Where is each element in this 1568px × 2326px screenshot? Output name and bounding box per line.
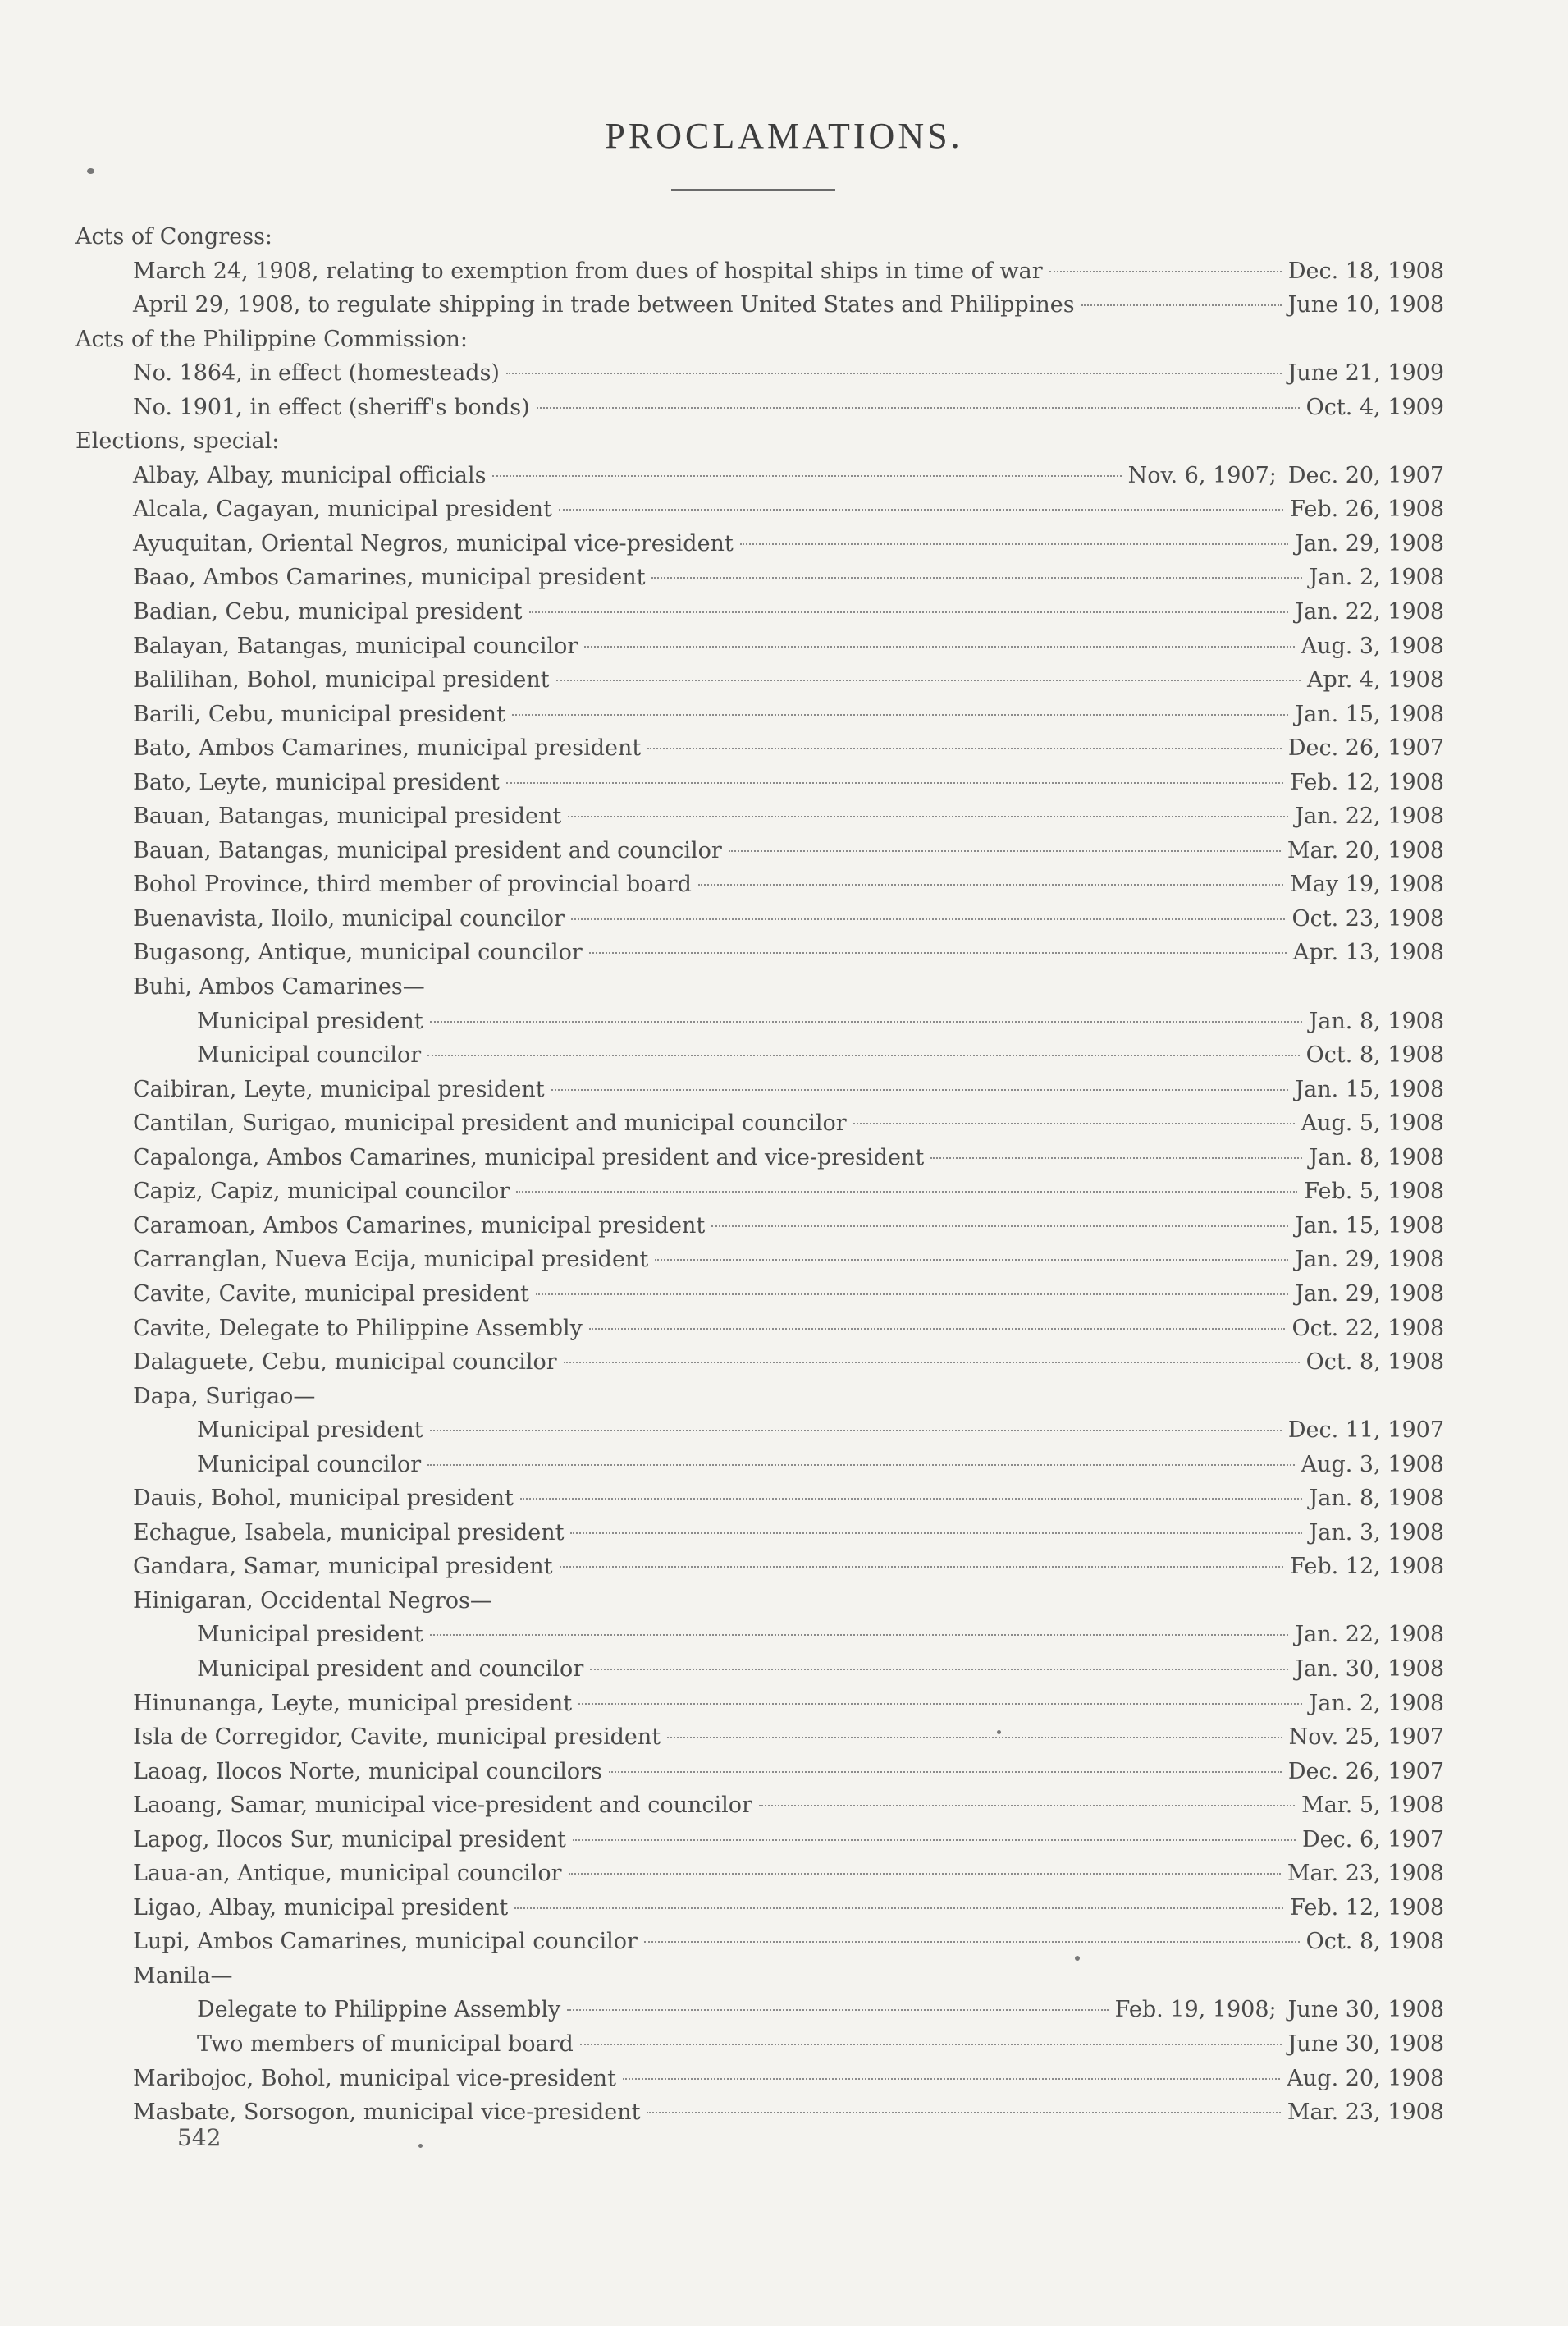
dot-leader [564,1362,1300,1363]
entry-label: Municipal president [197,1008,423,1034]
entry-label: Laoag, Ilocos Norte, municipal councilors [133,1758,602,1784]
dot-leader [571,918,1286,920]
list-item [75,902,1444,936]
list-item [75,1584,1444,1619]
entry-label: Cavite, Cavite, municipal president [133,1280,529,1307]
list-item [75,799,1444,834]
entry-label: Bauan, Batangas, municipal president [133,804,562,830]
list-item [75,630,1444,664]
list-item [75,1005,1444,1039]
list-item [75,1652,1444,1687]
entry-label: Caibiran, Leyte, municipal president [133,1076,545,1102]
dot-leader [1049,271,1282,272]
dot-leader [537,407,1300,409]
entry-date: Jan. 30, 1908 [1295,1655,1444,1682]
entry-label: Carranglan, Nueva Ecija, municipal president [133,1247,649,1273]
dot-leader [609,1771,1282,1773]
list-item [75,527,1444,561]
dot-leader [651,577,1302,579]
entry-date: Jan. 3, 1908 [1309,1519,1444,1545]
entry-label: Hinigaran, Occidental Negros— [133,1587,492,1614]
entry-label: Barili, Cebu, municipal president [133,701,505,727]
entry-label: Laua-an, Antique, municipal councilor [133,1861,562,1887]
entry-date: Oct. 8, 1908 [1305,1929,1444,1955]
list-item [75,936,1444,970]
scan-speck [87,168,94,174]
dot-leader [759,1805,1295,1806]
entry-date: Feb. 12, 1908 [1290,1554,1444,1580]
dot-leader [506,373,1282,374]
entry-date: Jan. 29, 1908 [1295,1247,1444,1273]
dot-leader [698,884,1283,886]
dot-leader [512,714,1288,716]
entry-label: Dapa, Surigao— [133,1383,316,1409]
entry-date: Oct. 8, 1908 [1305,1042,1444,1069]
dot-leader [647,2112,1280,2113]
list-item [75,288,1444,323]
list-item [75,1243,1444,1277]
entry-date: Jan. 8, 1908 [1309,1008,1444,1034]
entry-date: Dec. 11, 1907 [1287,1417,1444,1444]
dot-leader [570,1532,1302,1534]
dot-leader [568,816,1288,817]
list-item [75,970,1444,1005]
list-item [75,1550,1444,1584]
entry-label: Municipal councilor [197,1042,422,1069]
entry-label: No. 1864, in effect (homesteads) [133,360,500,387]
entry-date: Jan. 22, 1908 [1295,804,1444,830]
dot-leader [430,1634,1289,1636]
entry-date: Jan. 15, 1908 [1295,1212,1444,1239]
entry-date: May 19, 1908 [1290,872,1444,898]
entry-label: Baao, Ambos Camarines, municipal president [133,565,646,591]
list-item [75,1174,1444,1209]
scan-speck [1075,1956,1080,1961]
list-item [75,1073,1444,1107]
entry-label: Bugasong, Antique, municipal councilor [133,940,583,966]
entry-date: Jan. 2, 1908 [1309,565,1444,591]
proclamations-list [75,220,1444,2130]
list-item [75,1516,1444,1550]
entry-label: Echague, Isabela, municipal president [133,1519,565,1545]
entry-label: Alcala, Cagayan, municipal president [133,497,552,523]
entry-label: April 29, 1908, to regulate shipping in trade between United States and Philippines [133,292,1075,318]
entry-label: Manila— [133,1962,233,1989]
dot-leader [711,1225,1288,1227]
dot-leader [529,611,1289,613]
entry-label: Caramoan, Ambos Camarines, municipal president [133,1212,706,1239]
dot-leader [729,850,1281,852]
entry-label: Dalaguete, Cebu, municipal councilor [133,1349,557,1376]
dot-leader [536,1293,1288,1295]
entry-label: Gandara, Samar, municipal president [133,1554,553,1580]
list-item [75,1857,1444,1891]
dot-leader [514,1907,1283,1909]
entry-date: Jan. 22, 1908 [1295,1622,1444,1648]
entry-label: Bohol Province, third member of provincial board [133,872,692,898]
list-item [75,254,1444,289]
entry-date: June 10, 1908 [1287,292,1444,318]
list-item [75,1687,1444,1721]
entry-label: Balayan, Batangas, municipal councilor [133,633,578,659]
entry-date: Mar. 23, 1908 [1287,2099,1444,2126]
scan-speck [997,1730,1001,1734]
entry-date: Aug. 3, 1908 [1301,1451,1444,1477]
dot-leader [589,952,1287,954]
dot-leader [740,543,1288,545]
list-item [75,459,1444,493]
list-item [75,868,1444,902]
list-item [75,1380,1444,1414]
entry-date: Dec. 18, 1908 [1287,258,1444,284]
list-item [75,663,1444,698]
entry-date: Feb. 12, 1908 [1290,1894,1444,1921]
dot-leader [559,509,1283,511]
entry-date: Oct. 4, 1909 [1305,394,1444,420]
entry-label: Cantilan, Surigao, municipal president and municipal councilor [133,1110,847,1137]
list-item [75,356,1444,391]
entry-label: Capalonga, Ambos Camarines, municipal president and vice-president [133,1144,925,1170]
list-item [75,1106,1444,1141]
entry-date: Dec. 6, 1907 [1302,1826,1444,1852]
list-item [75,1209,1444,1243]
entry-date: Jan. 15, 1908 [1295,701,1444,727]
entry-label: Elections, special: [75,428,280,455]
dot-leader [589,1328,1286,1330]
list-item [75,1788,1444,1823]
dot-leader [506,782,1283,784]
entry-date: Aug. 20, 1908 [1287,2065,1444,2091]
list-item [75,595,1444,630]
entry-date: Dec. 20, 1907 [1287,462,1444,488]
title-rule [671,189,835,191]
entry-label: Delegate to Philippine Assembly [197,1997,561,2023]
entry-label: Isla de Corregidor, Cavite, municipal president [133,1724,661,1751]
entry-date: Oct. 8, 1908 [1305,1349,1444,1376]
entry-date: Jan. 22, 1908 [1295,599,1444,625]
dot-leader [569,1873,1281,1875]
dot-leader [644,1941,1300,1943]
entry-label: Lupi, Ambos Camarines, municipal councilor [133,1929,638,1955]
entry-label: Cavite, Delegate to Philippine Assembly [133,1315,583,1341]
list-item [75,731,1444,766]
list-item [75,1038,1444,1073]
dot-leader [584,646,1294,648]
entry-label: March 24, 1908, relating to exemption from dues of hospital ships in time of war [133,258,1043,284]
entry-label: Two members of municipal board [197,2031,574,2057]
list-item [75,1413,1444,1448]
list-item [75,834,1444,868]
dot-leader [853,1123,1295,1124]
entry-label: Municipal president [197,1417,423,1444]
list-item [75,391,1444,425]
dot-leader [567,2009,1108,2011]
entry-date: Aug. 3, 1908 [1301,633,1444,659]
entry-date: Mar. 5, 1908 [1301,1793,1444,1819]
list-item [75,1993,1444,2027]
entry-date: Apr. 13, 1908 [1292,940,1444,966]
dot-leader [427,1055,1300,1056]
entry-date: Dec. 26, 1907 [1287,735,1444,762]
entry-label: Acts of Congress: [75,224,273,250]
list-item [75,766,1444,800]
list-item [75,1755,1444,1789]
section-heading [75,323,1444,357]
entry-label: Bauan, Batangas, municipal president and councilor [133,837,722,863]
dot-leader [667,1737,1282,1738]
list-item [75,492,1444,527]
entry-date-first: Feb. 19, 1908; [1114,1997,1277,2023]
dot-leader [520,1498,1303,1500]
entry-date: Dec. 26, 1907 [1287,1758,1444,1784]
list-item [75,561,1444,595]
entry-label: Maribojoc, Bohol, municipal vice-president [133,2065,616,2091]
entry-date: Jan. 29, 1908 [1295,530,1444,556]
entry-date-first: Nov. 6, 1907; [1127,462,1277,488]
entry-date: June 30, 1908 [1287,1997,1444,2023]
entry-date: Jan. 29, 1908 [1295,1280,1444,1307]
dot-leader [1081,304,1282,306]
entry-date: Oct. 22, 1908 [1291,1315,1444,1341]
entry-label: Hinunanga, Leyte, municipal president [133,1690,573,1716]
list-item [75,1618,1444,1652]
entry-date: Jan. 8, 1908 [1309,1486,1444,1512]
section-heading [75,220,1444,254]
dot-leader [492,475,1121,477]
entry-label: Albay, Albay, municipal officials [133,462,487,488]
dot-leader [580,2044,1282,2045]
list-item [75,2062,1444,2096]
entry-date: June 21, 1909 [1287,360,1444,387]
page-title: PROCLAMATIONS. [605,116,963,156]
entry-label: Buhi, Ambos Camarines— [133,974,425,1000]
dot-leader [560,1566,1284,1568]
page-number: 542 [177,2124,222,2151]
list-item [75,1345,1444,1380]
list-item [75,1141,1444,1175]
entry-date: Mar. 20, 1908 [1287,837,1444,863]
entry-label: Balilihan, Bohol, municipal president [133,667,550,694]
list-item [75,1277,1444,1312]
entry-label: Municipal councilor [197,1451,422,1477]
dot-leader [930,1157,1302,1159]
entry-date: Jan. 15, 1908 [1295,1076,1444,1102]
entry-label: Acts of the Philippine Commission: [75,326,468,352]
dot-leader [647,748,1282,749]
entry-label: Bato, Leyte, municipal president [133,769,500,795]
entry-label: Dauis, Bohol, municipal president [133,1486,514,1512]
list-item [75,1312,1444,1346]
dot-leader [556,680,1301,681]
dot-leader [551,1089,1289,1091]
entry-date: Feb. 12, 1908 [1290,769,1444,795]
entry-label: Municipal president [197,1622,423,1648]
dot-leader [623,2078,1280,2080]
entry-label: Ayuquitan, Oriental Negros, municipal vice-president [133,530,734,556]
entry-date: Jan. 2, 1908 [1309,1690,1444,1716]
entry-label: Buenavista, Iloilo, municipal councilor [133,905,565,932]
dot-leader [430,1021,1303,1023]
dot-leader [655,1259,1288,1261]
entry-date: Nov. 25, 1907 [1288,1724,1444,1751]
entry-label: Municipal president and councilor [197,1655,584,1682]
dot-leader [516,1191,1297,1193]
entry-label: Masbate, Sorsogon, municipal vice-president [133,2099,641,2126]
entry-label: Badian, Cebu, municipal president [133,599,523,625]
entry-label: Ligao, Albay, municipal president [133,1894,509,1921]
entry-label: Bato, Ambos Camarines, municipal president [133,735,642,762]
entry-date: Mar. 23, 1908 [1287,1861,1444,1887]
list-item [75,1481,1444,1516]
entry-date: Oct. 23, 1908 [1291,905,1444,932]
entry-date: Feb. 5, 1908 [1304,1179,1444,1205]
list-item [75,1448,1444,1482]
list-item [75,1925,1444,1959]
dot-leader [430,1430,1282,1431]
list-item [75,1823,1444,1857]
list-item [75,1720,1444,1755]
scan-speck [418,2144,423,2148]
dot-leader [578,1703,1302,1705]
entry-date: Jan. 8, 1908 [1309,1144,1444,1170]
entry-date: Feb. 26, 1908 [1290,497,1444,523]
dot-leader [427,1464,1294,1466]
entry-date: Aug. 5, 1908 [1301,1110,1444,1137]
entry-label: Lapog, Ilocos Sur, municipal president [133,1826,566,1852]
section-heading [75,424,1444,459]
entry-date: June 30, 1908 [1287,2031,1444,2057]
list-item [75,2095,1444,2130]
entry-date: Apr. 4, 1908 [1307,667,1444,694]
entry-label: No. 1901, in effect (sheriff's bonds) [133,394,530,420]
entry-label: Capiz, Capiz, municipal councilor [133,1179,510,1205]
dot-leader [573,1839,1296,1841]
list-item [75,698,1444,732]
list-item [75,1959,1444,1994]
entry-label: Laoang, Samar, municipal vice-president and councilor [133,1793,752,1819]
list-item [75,2027,1444,2062]
list-item [75,1891,1444,1925]
dot-leader [590,1669,1288,1670]
